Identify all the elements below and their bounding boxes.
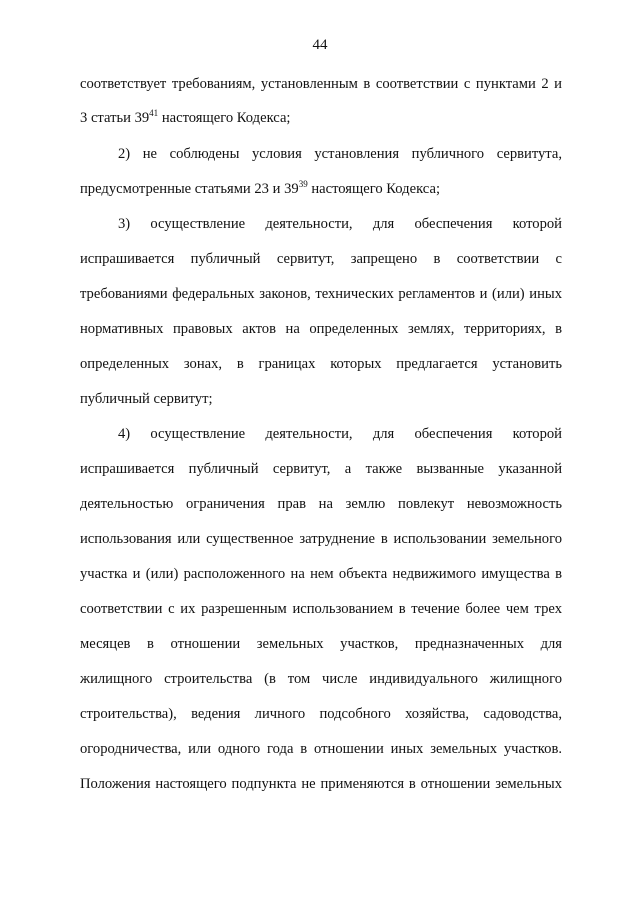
- text-line: публичный сервитут;: [80, 391, 213, 407]
- text-line: строительства), ведения личного подсобного хозяйства, садоводства,: [80, 706, 562, 722]
- text-line: использования или существенное затруднение в использовании земельного: [80, 531, 562, 547]
- page-number: 44: [312, 37, 328, 53]
- text-fragment: настоящего Кодекса;: [158, 110, 291, 126]
- text-line: нормативных правовых актов на определенных землях, территориях, в: [80, 321, 562, 337]
- text-line: 2) не соблюдены условия установления публичного сервитута,: [118, 146, 562, 162]
- superscript: 39: [298, 179, 308, 190]
- text-line: испрашивается публичный сервитут, а также вызванные указанной: [80, 461, 562, 477]
- text-line: участка и (или) расположенного на нем объекта недвижимого имущества в: [80, 566, 562, 582]
- text-fragment: настоящего Кодекса;: [307, 181, 440, 197]
- text-line: 4) осуществление деятельности, для обеспечения которой: [118, 426, 562, 442]
- text-line: огородничества, или одного года в отношении иных земельных участков.: [80, 741, 562, 757]
- text-line: соответствует требованиям, установленным в соответствии с пунктами 2 и: [80, 76, 562, 92]
- text-line: Положения настоящего подпункта не применяются в отношении земельных: [80, 776, 562, 792]
- text-line: определенных зонах, в границах которых предлагается установить: [80, 356, 562, 372]
- text-fragment: 3 статьи 39: [80, 110, 150, 126]
- text-line: соответствии с их разрешенным использованием в течение более чем трех: [80, 601, 562, 617]
- text-line: месяцев в отношении земельных участков, предназначенных для: [80, 636, 562, 652]
- text-line: [80, 179, 562, 199]
- text-line: испрашивается публичный сервитут, запрещено в соответствии с: [80, 251, 562, 267]
- superscript: 41: [149, 108, 159, 119]
- text-line: деятельностью ограничения прав на землю повлекут невозможность: [80, 496, 562, 512]
- text-line: жилищного строительства (в том числе индивидуального жилищного: [80, 671, 562, 687]
- text-line: требованиями федеральных законов, технических регламентов и (или) иных: [80, 286, 562, 302]
- text-line: 3) осуществление деятельности, для обеспечения которой: [118, 216, 562, 232]
- text-fragment: предусмотренные статьями 23 и 39: [80, 181, 299, 197]
- text-line: [80, 108, 562, 128]
